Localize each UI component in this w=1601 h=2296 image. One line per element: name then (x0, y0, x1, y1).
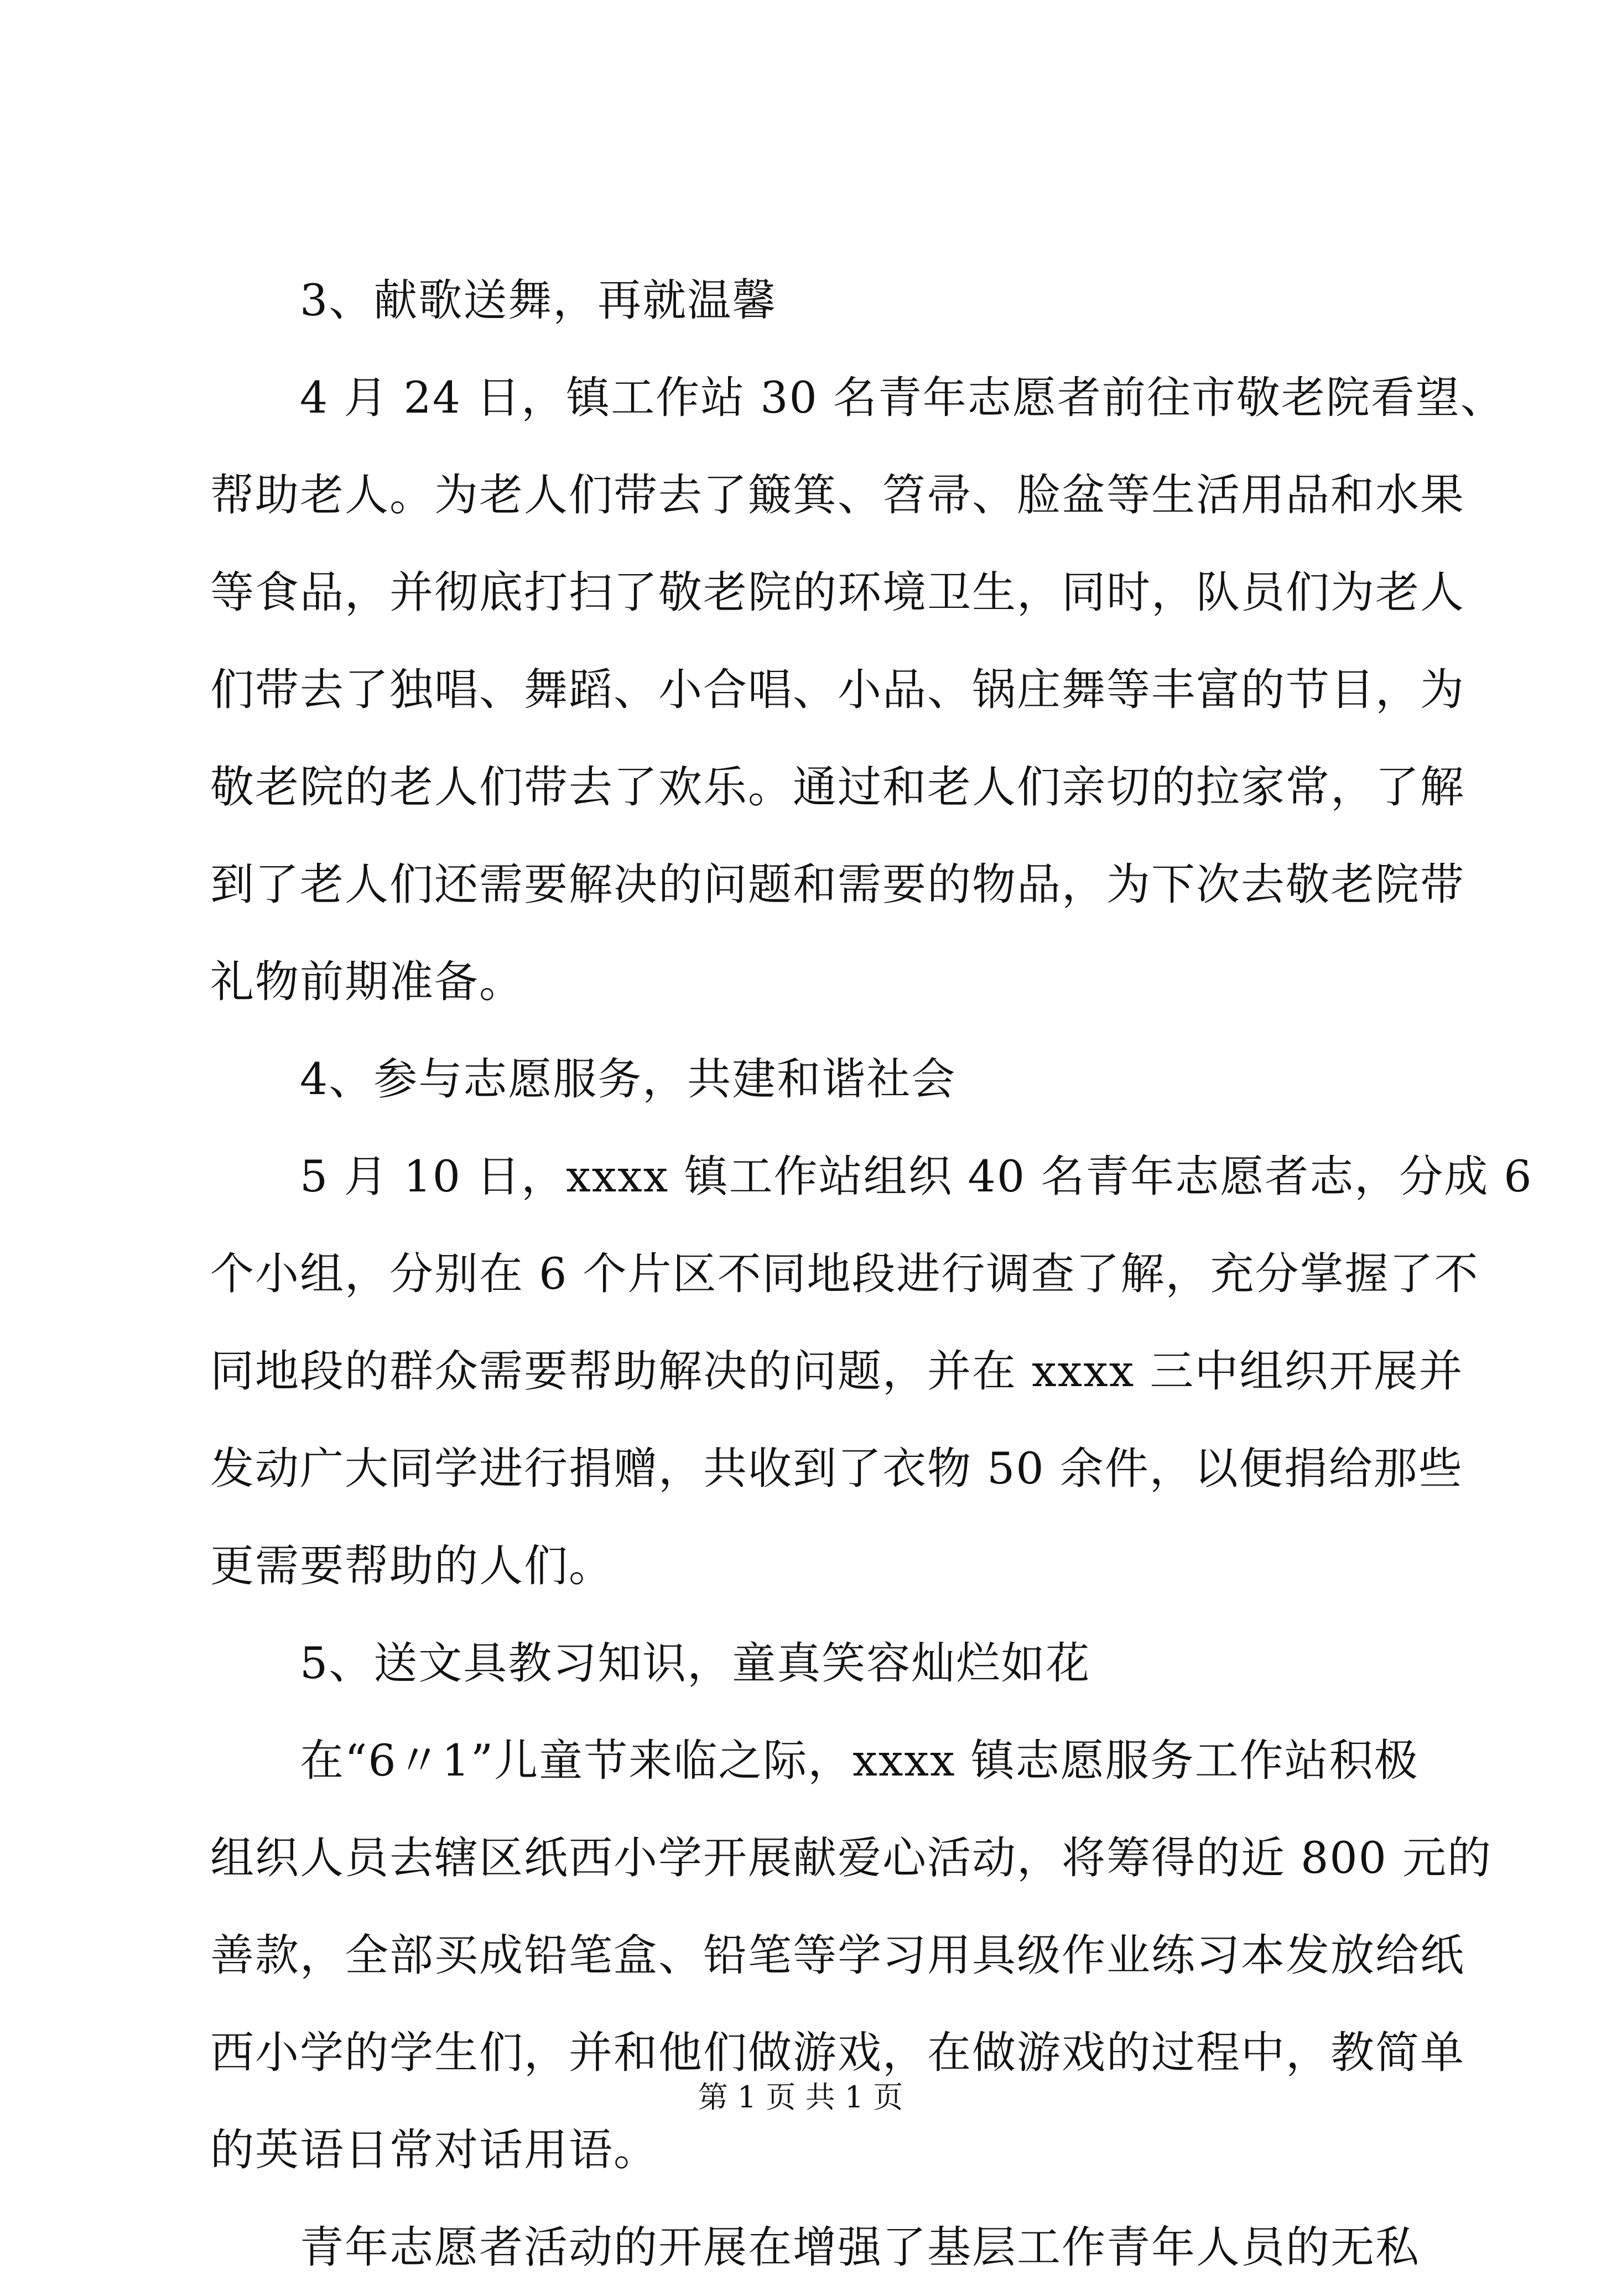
text-line: 青年志愿者活动的开展在增强了基层工作青年人员的无私 (210, 2222, 1420, 2273)
text-line: 5、送文具教习知识，童真笑容灿烂如花 (210, 1638, 1091, 1689)
text-line: 帮助老人。为老人们带去了簸箕、笤帚、脸盆等生活用品和水果 (210, 470, 1465, 520)
text-line: 的英语日常对话用语。 (210, 2125, 658, 2175)
text-line: 善款，全部买成铅笔盒、铅笔等学习用具级作业练习本发放给纸 (210, 1930, 1465, 1981)
text-line: 4 月 24 日，镇工作站 30 名青年志愿者前往市敬老院看望、 (210, 372, 1505, 423)
text-line: 更需要帮助的人们。 (210, 1540, 614, 1591)
text-line: 5 月 10 日，xxxx 镇工作站组织 40 名青年志愿者志，分成 6 (210, 1151, 1533, 1202)
page-footer (0, 2075, 1601, 2120)
text-line: 西小学的学生们，并和他们做游戏，在做游戏的过程中，教简单 (210, 2027, 1465, 2078)
text-line: 发动广大同学进行捐赠，共收到了衣物 50 余件，以便捐给那些 (210, 1443, 1463, 1494)
document-body (210, 252, 1533, 2296)
text-line: 个小组，分别在 6 个片区不同地段进行调查了解，充分掌握了不 (210, 1248, 1479, 1299)
text-line: 组织人员去辖区纸西小学开展献爱心活动，将筹得的近 800 元的 (210, 1832, 1493, 1883)
text-line: 在“6〃1”儿童节来临之际，xxxx 镇志愿服务工作站积极 (210, 1735, 1419, 1786)
text-line: 们带去了独唱、舞蹈、小合唱、小品、锅庄舞等丰富的节目，为 (210, 664, 1465, 715)
page-number-label: 第 1 页 共 1 页 (698, 2080, 903, 2115)
text-line: 等食品，并彻底打扫了敬老院的环境卫生，同时，队员们为老人 (210, 567, 1465, 618)
text-line: 礼物前期准备。 (210, 956, 524, 1007)
text-line: 3、献歌送舞，再就温馨 (210, 275, 777, 326)
text-line: 4、参与志愿服务，共建和谐社会 (210, 1054, 957, 1105)
text-line: 同地段的群众需要帮助解决的问题，并在 xxxx 三中组织开展并 (210, 1346, 1464, 1397)
text-line: 到了老人们还需要解决的问题和需要的物品，为下次去敬老院带 (210, 859, 1465, 910)
text-line: 敬老院的老人们带去了欢乐。通过和老人们亲切的拉家常，了解 (210, 762, 1465, 813)
